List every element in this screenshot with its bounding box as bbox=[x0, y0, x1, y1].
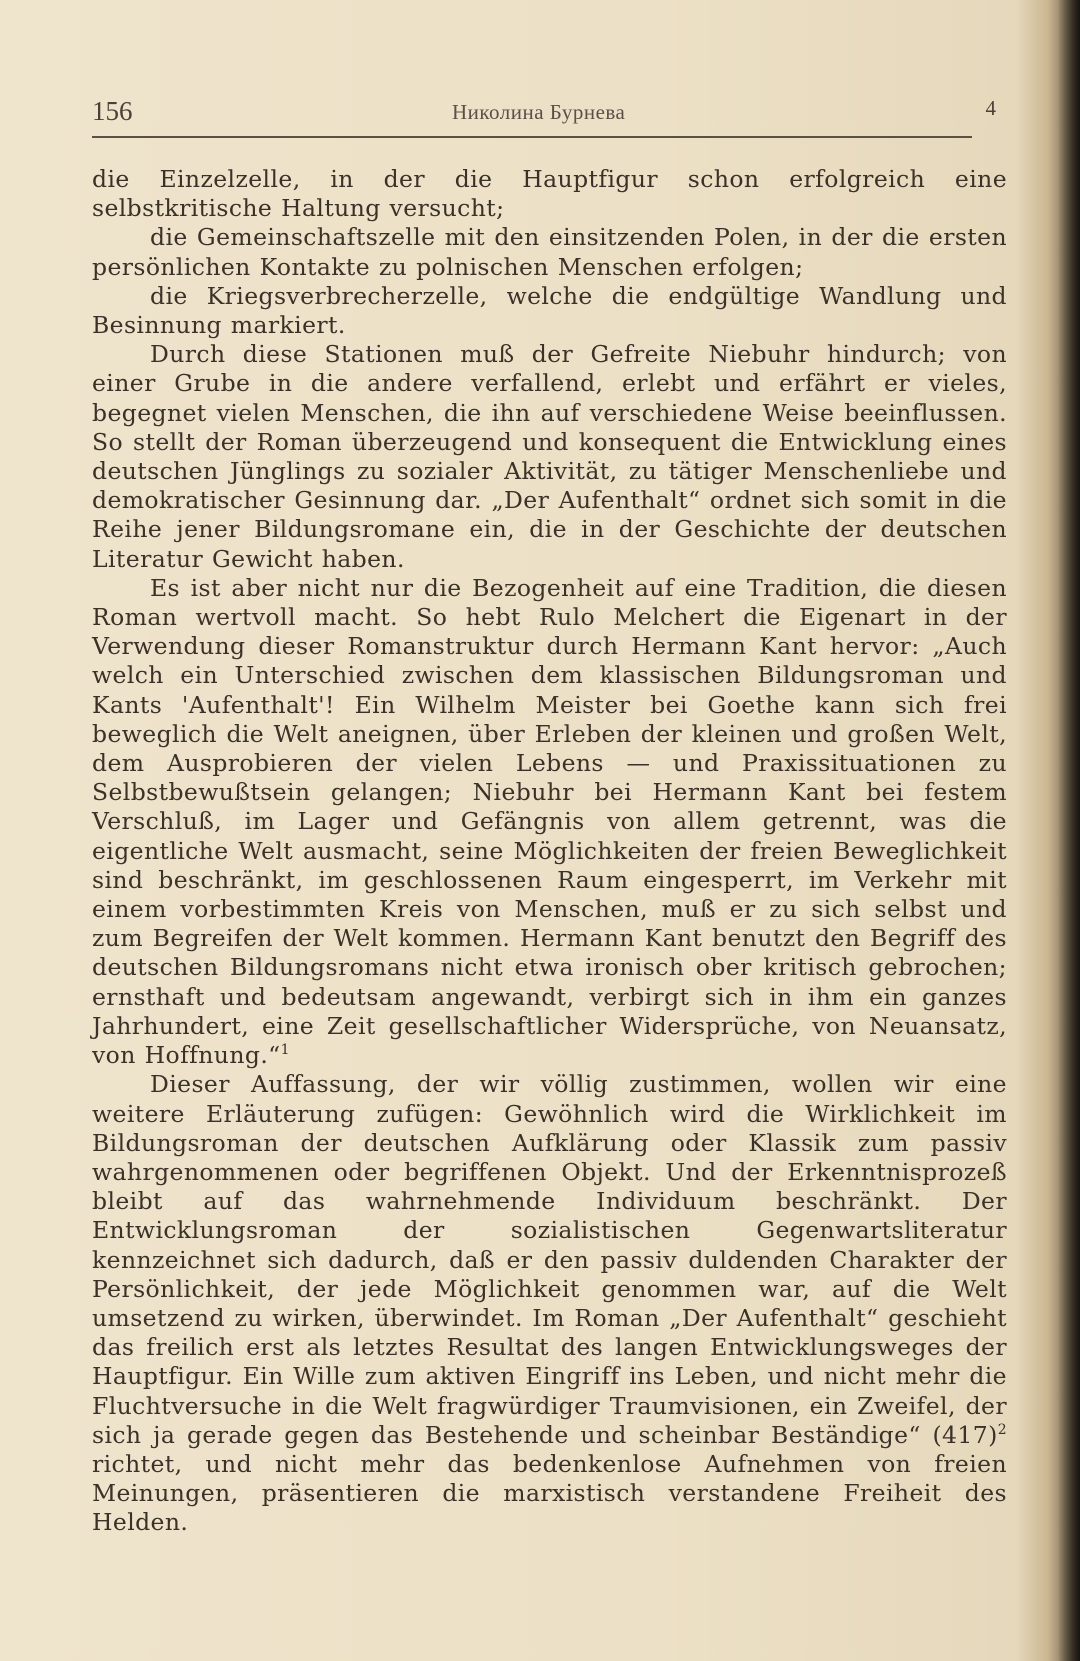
footnote-ref: 2 bbox=[997, 1421, 1007, 1438]
paragraph-text: Dieser Auffassung, der wir völlig zustimmen, wollen wir eine weitere Erläuterung zufügen: Gewöhnlich wird die Wirklichkeit im Bildungsroman der deutschen Aufklärung oder Klassik zum passiv wahrgenommenen oder begriffenen Objekt. Und der Erkenntnisprozeß bleibt auf das wahrnehmende Individuum beschränkt. Der Entwicklungsroman der sozialistischen Gegenwartsliteratur kennzeichnet sich dadurch, daß er den passiv duldenden Charakter der Persönlichkeit, der jede Möglichkeit genommen war, auf die Welt umsetzend zu wirken, überwindet. Im Roman „Der Aufenthalt“ geschieht das freilich erst als letztes Resultat des langen Entwicklungsweges der Hauptfigur. Ein Wille zum aktiven Eingriff ins Leben, und nicht mehr die Fluchtversuche in die Welt fragwürdiger Traumvisionen, ein Zweifel, der sich ja gerade gegen das Bestehende und scheinbar Beständige“ (417) bbox=[92, 1070, 1007, 1449]
paragraph: die Kriegsverbrecherzelle, welche die endgültige Wandlung und Besinnung markiert. bbox=[92, 281, 1007, 340]
paragraph: Durch diese Stationen muß der Gefreite Niebuhr hindurch; von einer Grube in die andere verfallend, erlebt und erfährt er vieles, begegnet vielen Menschen, die ihn auf verschiedene Weise beeinflussen. So stellt der Roman überzeugend und konsequent die Entwicklung eines deutschen Jünglings zu sozialer Aktivität, zu tätiger Menschenliebe und demokratischer Gesinnung dar. „Der Aufenthalt“ ordnet sich somit in die Reihe jener Bildungsromane ein, die in der Geschichte der deutschen Literatur Gewicht haben. bbox=[92, 340, 1007, 573]
paragraph-final bbox=[92, 1070, 1007, 1537]
body-text bbox=[92, 165, 1007, 1538]
paragraph-with-quote bbox=[92, 574, 1007, 1070]
paragraph: die Gemeinschaftszelle mit den einsitzenden Polen, in der die ersten persönlichen Kontakte zu polnischen Menschen erfolgen; bbox=[92, 223, 1007, 281]
paragraph: die Einzelzelle, in der die Hauptfigur schon erfolgreich eine selbstkritische Haltung versucht; bbox=[92, 165, 1007, 223]
page-number: 156 bbox=[92, 96, 133, 126]
header-rule bbox=[92, 136, 972, 138]
paragraph-text-end: richtet, und nicht mehr das bedenkenlose Aufnehmen von freien Meinungen, präsentieren die marxistisch verstandene Freiheit des Helden. bbox=[92, 1449, 1007, 1537]
footnote-ref: 1 bbox=[280, 1042, 290, 1059]
signature-mark: 4 bbox=[985, 96, 996, 120]
page-gutter-shadow bbox=[1058, 0, 1080, 1661]
page-header bbox=[92, 92, 1012, 132]
quote-text: Es ist aber nicht nur die Bezogenheit auf eine Tradition, die diesen Roman wertvoll macht. So hebt Rulo Melchert die Eigenart in der Verwendung dieser Romanstruktur durch Hermann Kant hervor: „Auch welch ein Unterschied zwischen dem klassischen Bildungsroman und Kants 'Aufenthalt'! Ein Wilhelm Meister bei Goethe kann sich frei beweglich die Welt aneignen, über Erleben der kleinen und großen Welt, dem Ausprobieren der vielen Lebens — und Praxissituationen zu Selbstbewußtsein gelangen; Niebuhr bei Hermann Kant bei festem Verschluß, im Lager und Gefängnis von allem getrennt, was die eigentliche Welt ausmacht, seine Möglichkeiten der freien Beweglichkeit sind beschränkt, im geschlossenen Raum eingesperrt, im Verkehr mit einem vorbestimmten Kreis von Menschen, muß er zu sich selbst und zum Begreifen der Welt kommen. Hermann Kant benutzt den Begriff des deutschen Bildungsromans nicht etwa ironisch ober kritisch gebrochen; ernsthaft und bedeutsam angewandt, verbirgt sich in ihm ein ganzes Jahrhundert, eine Zeit gesellschaftlicher Widersprüche, von Neuansatz, von Hoffnung.“ bbox=[92, 573, 1007, 1070]
running-head: Николина Бурнева bbox=[452, 100, 626, 124]
